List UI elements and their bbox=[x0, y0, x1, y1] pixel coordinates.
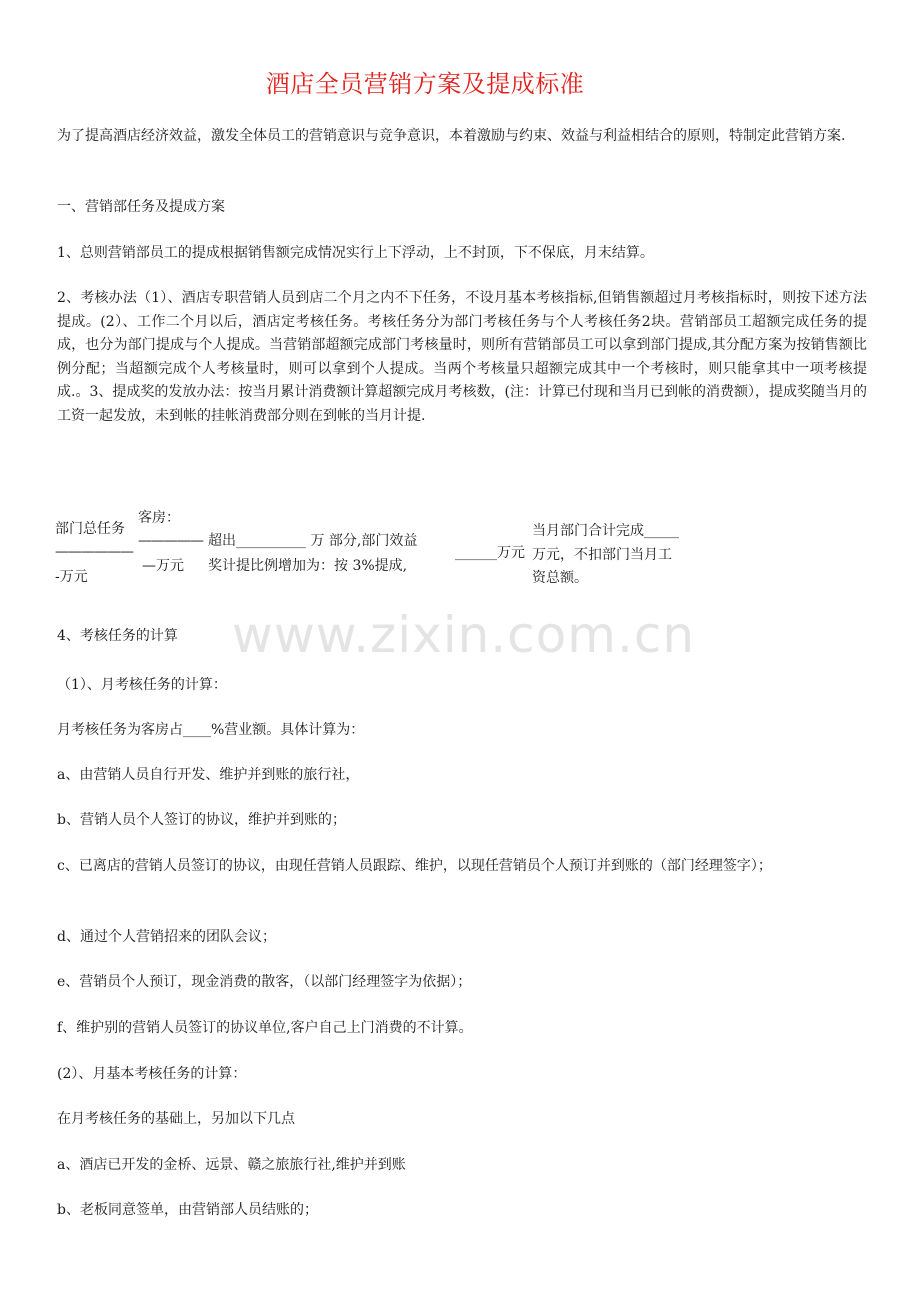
section-heading: 一、营销部任务及提成方案 bbox=[57, 199, 225, 215]
intro-paragraph: 为了提高酒店经济效益，激发全体员工的营销意识与竞争意识，本着激励与约束、效益与利益相结合的原则，特制定此营销方案. bbox=[57, 128, 846, 144]
table-col5-line3: 资总额。 bbox=[532, 570, 588, 586]
item-1: 1、总则营销部员工的提成根据销售额完成情况实行上下浮动，上不封顶，下不保底，月末结算。 bbox=[57, 245, 654, 261]
document-title: 酒店全员营销方案及提成标准 bbox=[265, 70, 585, 98]
table-col4-line1: ______万元 bbox=[455, 545, 525, 561]
subsection-1-heading: （1）、月考核任务的计算： bbox=[57, 677, 227, 693]
item-2: 2、考核办法（1）、酒店专职营销人员到店二个月之内不下任务，不设月基本考核指标,但销售额超过月考核指标时，则按下述方法提成。(2）、工作二个月以后，酒店定考核任务。考核任务分为部门考核任务与个人考核任务2块。营销部员工超额完成任务的提成，也分为部门提成与个人提成。当营销部超额完成部门考核量时，则所有营销部员工可以拿到部门提成,其分配方案为按销售额比例分配；当超额完成个人考核量时，则可以拿到个人提成。当两个考核量只超额完成其中一个考核时，则只能拿其中一项考核提成.。3、提成奖的发放办法：按当月累计消费额计算超额完成月考核数，(注：计算已付现和当月已到帐的消费额），提成奖随当月的工资一起发放，未到帐的挂帐消费部分则在到帐的当月计提. bbox=[57, 290, 867, 424]
table-col1-line3: -万元 bbox=[55, 569, 88, 585]
table-col1-line1: 部门总任务 bbox=[55, 521, 125, 537]
item-4-heading: 4、考核任务的计算 bbox=[57, 628, 178, 644]
table-col2-line2: ————— bbox=[138, 533, 203, 549]
list-item-f: f、维护别的营销人员签订的协议单位,客户自己上门消费的不计算。 bbox=[57, 1020, 473, 1036]
list-item-d: d、通过个人营销招来的团队会议； bbox=[57, 929, 276, 945]
subsection-1-text: 月考核任务为客房占____%营业额。具体计算为： bbox=[57, 722, 365, 738]
table-col3-line2: 奖计提比例增加为：按 3%提成, bbox=[208, 558, 408, 574]
list-item-2b: b、老板同意签单，由营销部人员结账的； bbox=[57, 1202, 318, 1218]
table-col5-line2: 万元，不扣部门当月工 bbox=[532, 547, 672, 563]
list-item-2a: a、酒店已开发的金桥、远景、赣之旅旅行社,维护并到账 bbox=[57, 1157, 406, 1173]
subsection-2-text: 在月考核任务的基础上，另加以下几点 bbox=[57, 1111, 295, 1127]
list-item-c: c、已离店的营销人员签订的协议，由现任营销人员跟踪、维护，以现任营销员个人预订并到账的（部门经理签字）； bbox=[57, 858, 772, 874]
table-col3-line1: 超出__________ 万 部分,部门效益 bbox=[208, 533, 418, 549]
list-item-e: e、营销员个人预订，现金消费的散客，（以部门经理签字为依据）； bbox=[57, 974, 472, 990]
table-col2-line3: —万元 bbox=[142, 558, 184, 574]
table-col2-line1: 客房： bbox=[138, 510, 180, 526]
table-col5-line1: 当月部门合计完成_____ bbox=[532, 523, 679, 539]
table-col1-line2: —————— bbox=[55, 544, 133, 560]
subsection-2-heading: (2）、月基本考核任务的计算： bbox=[57, 1066, 247, 1082]
list-item-b: b、营销人员个人签订的协议，维护并到账的； bbox=[57, 812, 346, 828]
list-item-a: a、由营销人员自行开发、维护并到账的旅行社， bbox=[57, 767, 360, 783]
watermark: www.zixin.com.cn bbox=[232, 606, 696, 664]
